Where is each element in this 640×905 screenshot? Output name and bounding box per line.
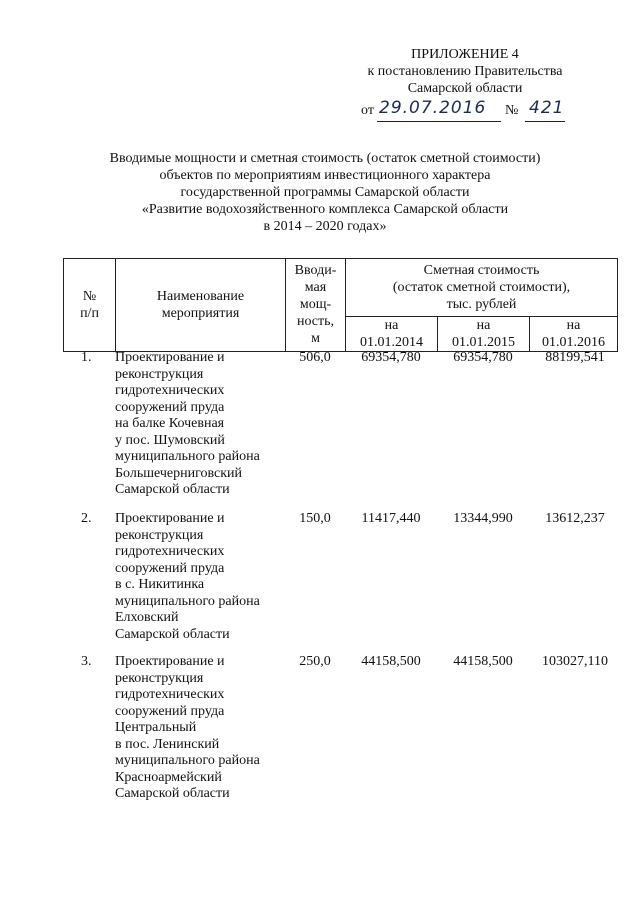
header-date-2014: на 01.01.2014	[346, 317, 438, 352]
row-num: 3.	[81, 654, 92, 669]
header-num: № п/п	[64, 259, 116, 352]
header-capacity: Вводи- мая мощ- ность, м	[286, 259, 346, 352]
handwritten-date: 29.07.2016	[379, 98, 487, 118]
title-line: в 2014 – 2020 годах»	[263, 219, 387, 234]
appendix-line-1: к постановлению Правительства	[367, 64, 563, 79]
header-cost-group: Сметная стоимость (остаток сметной стоимости), тыс. рублей	[346, 259, 618, 317]
handwritten-number: 421	[529, 98, 565, 118]
header-name: Наименование мероприятия	[116, 259, 286, 352]
row-num: 1.	[81, 350, 92, 365]
row-capacity: 250,0	[299, 654, 331, 669]
row-capacity: 506,0	[299, 350, 331, 365]
row-num: 2.	[81, 511, 92, 526]
title-line: государственной программы Самарской области	[180, 185, 470, 200]
row-cost-2014: 44158,500	[361, 654, 421, 669]
row-name: Проектирование и реконструкция гидротехнических сооружений пруда Центральный в пос. Ленинский муниципального района Красноармейский Самарской области	[115, 654, 260, 801]
date-prefix: от	[361, 103, 374, 118]
row-cost-2016: 88199,541	[545, 350, 605, 365]
row-cost-2014: 69354,780	[361, 350, 421, 365]
appendix-title: ПРИЛОЖЕНИЕ 4	[411, 47, 519, 62]
appendix-block	[330, 46, 600, 97]
document-title	[60, 150, 590, 235]
row-cost-2015: 69354,780	[453, 350, 513, 365]
header-date-2015: на 01.01.2015	[438, 317, 530, 352]
row-cost-2014: 11417,440	[361, 511, 421, 526]
cost-table-header	[63, 258, 618, 352]
header-date-2016: на 01.01.2016	[530, 317, 618, 352]
row-cost-2015: 13344,990	[453, 511, 513, 526]
row-name: Проектирование и реконструкция гидротехнических сооружений пруда в с. Никитинка муниципального района Елховский Самарской области	[115, 511, 260, 642]
date-underline	[377, 121, 501, 122]
date-number-line	[353, 96, 593, 126]
row-name: Проектирование и реконструкция гидротехнических сооружений пруда на балке Кочевная у пос. Шумовский муниципального района Большечерниговский Самарской области	[115, 350, 260, 497]
title-line: Вводимые мощности и сметная стоимость (остаток сметной стоимости)	[109, 151, 541, 166]
number-prefix: №	[505, 103, 519, 118]
row-capacity: 150,0	[299, 511, 331, 526]
number-underline	[525, 121, 565, 122]
row-cost-2016: 13612,237	[545, 511, 605, 526]
title-line: объектов по мероприятиям инвестиционного характера	[159, 168, 491, 183]
title-line: «Развитие водохозяйственного комплекса Самарской области	[141, 202, 509, 217]
row-cost-2016: 103027,110	[542, 654, 608, 669]
appendix-line-2: Самарской области	[407, 81, 523, 96]
row-cost-2015: 44158,500	[453, 654, 513, 669]
